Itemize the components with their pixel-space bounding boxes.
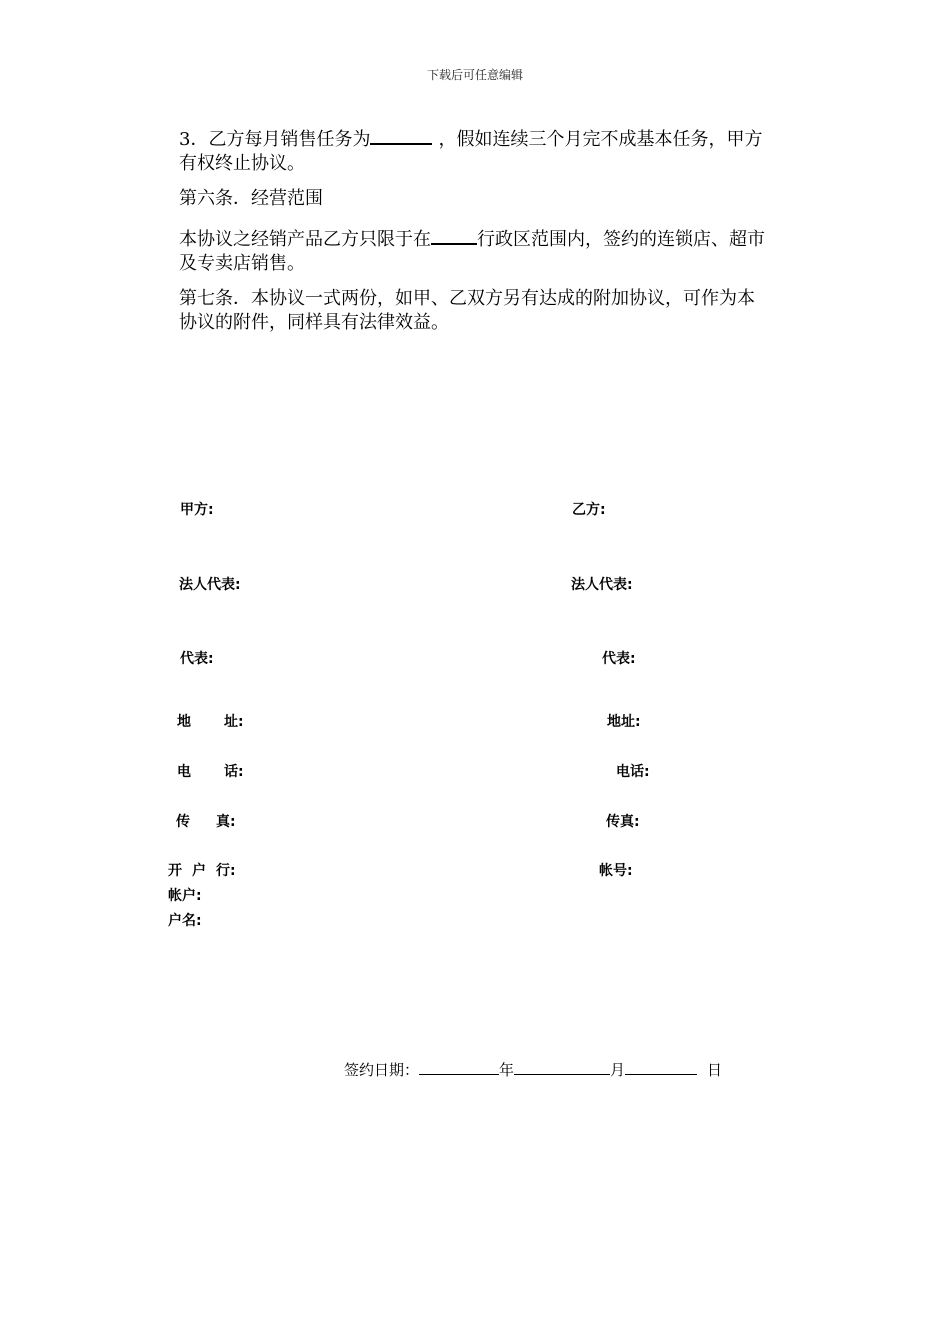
signing-day-label: 日 — [707, 1061, 723, 1079]
party-a-address-char-1: 地 — [177, 714, 191, 730]
clause-item-3 — [179, 125, 809, 176]
party-a-fax-char-2: 真: — [216, 814, 236, 830]
party-a-address-label — [177, 713, 244, 731]
clause-item-3-line2: 有权终止协议。 — [179, 153, 305, 174]
party-a-bank-char-3: 行: — [216, 863, 236, 879]
article-6-text-before: 本协议之经销产品乙方只限于在 — [179, 229, 431, 250]
party-b-account-no-label: 帐号: — [599, 863, 633, 879]
party-b-address-label: 地址: — [607, 714, 641, 730]
party-b-fax-label: 传真: — [606, 814, 640, 830]
article-7-body — [179, 287, 809, 335]
article-7-line1: 第七条．本协议一式两份，如甲、乙双方另有达成的附加协议，可作为本 — [179, 288, 755, 309]
party-a-phone-label — [177, 763, 244, 781]
signing-date-label: 签约日期： — [344, 1061, 420, 1079]
region-blank[interactable] — [431, 225, 477, 245]
party-a-fax-char-1: 传 — [176, 814, 190, 830]
party-a-name-label: 甲方: — [180, 502, 214, 518]
clause-item-3-text-after: ，假如连续三个月完不成基本任务，甲方 — [438, 129, 763, 150]
party-a-account-name-label: 户名: — [168, 913, 202, 929]
sales-target-blank[interactable] — [370, 125, 432, 145]
signing-year-blank[interactable] — [419, 1060, 499, 1075]
party-a-account-label: 帐户: — [168, 888, 202, 904]
party-a-fax-label — [176, 813, 236, 831]
signing-month-blank[interactable] — [514, 1060, 610, 1075]
party-a-legal-rep-label: 法人代表: — [179, 577, 241, 593]
party-a-phone-char-1: 电 — [177, 764, 191, 780]
party-b-phone-label: 电话: — [616, 764, 650, 780]
signing-month-label: 月 — [610, 1061, 626, 1079]
party-a-address-char-2: 址: — [224, 714, 244, 730]
party-a-rep-label: 代表: — [180, 651, 214, 667]
party-a-phone-char-2: 话: — [224, 764, 244, 780]
party-a-bank-char-1: 开 — [168, 863, 182, 879]
signing-day-blank[interactable] — [625, 1060, 697, 1075]
party-a-bank-label — [168, 862, 236, 880]
signing-date-line — [344, 1060, 722, 1080]
article-7-line2: 协议的附件，同样具有法律效益。 — [179, 312, 449, 333]
clause-item-3-text-before: 3．乙方每月销售任务为 — [179, 129, 371, 150]
article-6-text-after: 行政区范围内，签约的连锁店、超市 — [477, 229, 765, 250]
party-b-legal-rep-label: 法人代表: — [571, 577, 633, 593]
article-6-line2: 及专卖店销售。 — [179, 253, 305, 274]
signing-year-label: 年 — [499, 1061, 515, 1079]
page-header: 下载后可任意编辑 — [426, 68, 523, 82]
party-b-name-label: 乙方: — [572, 502, 606, 518]
article-6-body — [179, 225, 809, 276]
article-6-title: 第六条．经营范围 — [179, 188, 323, 209]
party-a-bank-char-2: 户 — [192, 863, 206, 879]
party-b-rep-label: 代表: — [602, 651, 636, 667]
